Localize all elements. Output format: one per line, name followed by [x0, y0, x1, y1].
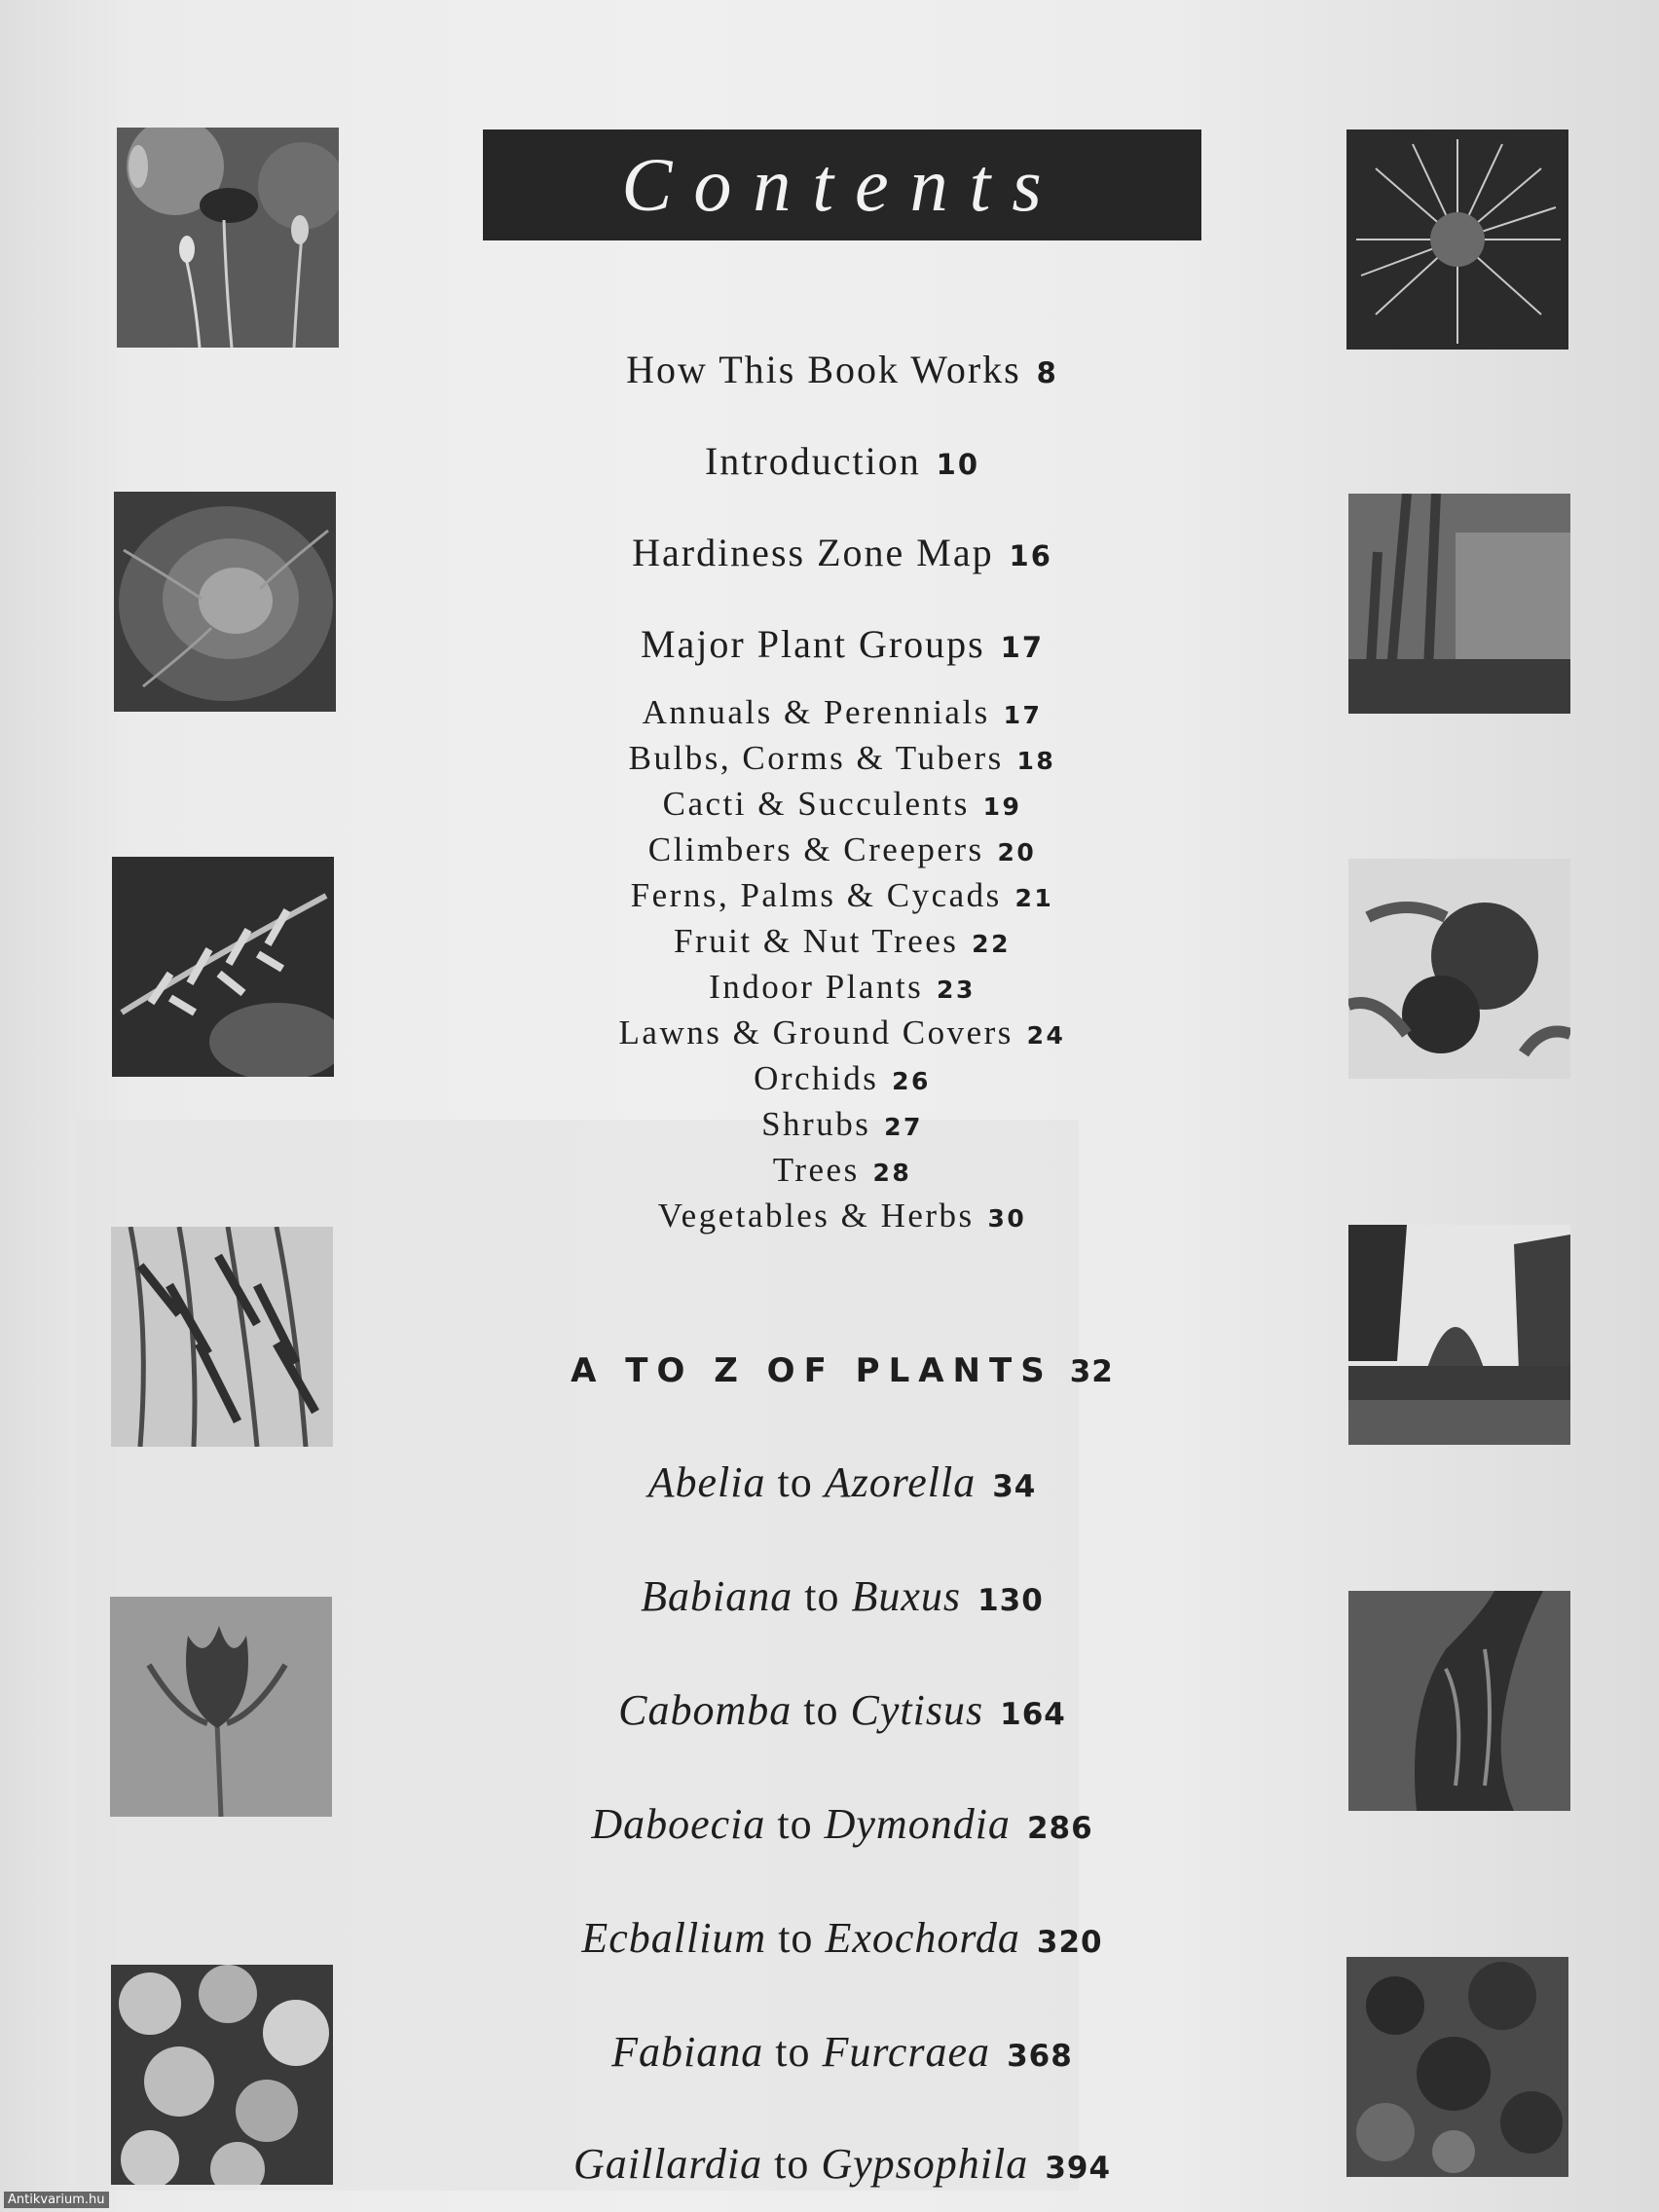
toc-subentry-title: Fruit & Nut Trees	[674, 922, 959, 960]
range-connector: to	[777, 1800, 813, 1848]
toc-subentry-page: 22	[972, 930, 1011, 958]
toc-subentry-page: 19	[982, 793, 1022, 821]
range-connector: to	[775, 2028, 811, 2076]
toc-subentry-page: 17	[1003, 701, 1043, 729]
toc-subentry-title: Orchids	[754, 1059, 879, 1097]
a-to-z-range	[483, 1457, 1201, 1507]
toc-subentry-title: Vegetables & Herbs	[657, 1197, 975, 1235]
photo-poppies	[117, 128, 339, 348]
range-connector: to	[804, 1572, 840, 1620]
toc-entry-title: How This Book Works	[626, 348, 1021, 391]
toc-subentry	[483, 876, 1201, 915]
toc-subentry-title: Climbers & Creepers	[647, 830, 984, 868]
toc-entry-page: 8	[1036, 356, 1058, 389]
a-to-z-range	[483, 2139, 1201, 2189]
photo-nasturtiums	[1346, 1957, 1568, 2177]
range-from: Cabomba	[618, 1686, 793, 1734]
toc-entry-page: 16	[1009, 539, 1052, 572]
range-to: Exochorda	[825, 1914, 1020, 1962]
toc-subentry	[483, 1105, 1201, 1144]
photo-conifer-branch	[112, 857, 334, 1077]
photo-tulip	[110, 1597, 332, 1817]
page-title: Contents	[621, 142, 1063, 227]
toc-subentry-page: 23	[937, 976, 976, 1004]
toc-subentry	[483, 739, 1201, 778]
watermark: Antikvarium.hu	[4, 2192, 109, 2208]
range-connector: to	[803, 1686, 839, 1734]
toc-subentry-page: 18	[1016, 747, 1056, 775]
toc-subentry-title: Indoor Plants	[709, 968, 924, 1006]
toc-entry-page: 10	[936, 448, 980, 481]
range-connector: to	[774, 2140, 810, 2188]
photo-willow-leaves	[111, 1227, 333, 1447]
toc-subentry-title: Cacti & Succulents	[662, 785, 970, 823]
toc-subentry-title: Bulbs, Corms & Tubers	[628, 739, 1004, 777]
toc-subentry	[483, 922, 1201, 961]
range-from: Abelia	[647, 1458, 766, 1506]
toc-subentry	[483, 1197, 1201, 1235]
toc-subentry-page: 27	[884, 1113, 923, 1141]
range-from: Fabiana	[611, 2028, 764, 2076]
range-from: Daboecia	[591, 1800, 766, 1848]
toc-subentry-page: 28	[872, 1159, 912, 1187]
range-page: 34	[992, 1469, 1037, 1504]
toc-subentry	[483, 693, 1201, 732]
toc-entry-title: Hardiness Zone Map	[632, 531, 994, 574]
a-to-z-range	[483, 1685, 1201, 1735]
range-page: 164	[1000, 1697, 1066, 1732]
a-to-z-range	[483, 1913, 1201, 1963]
a-to-z-range	[483, 2027, 1201, 2077]
range-connector: to	[778, 1914, 814, 1962]
a-to-z-heading	[483, 1351, 1201, 1390]
toc-subentry-title: Trees	[772, 1151, 860, 1189]
contents-header	[483, 129, 1201, 240]
range-page: 286	[1026, 1811, 1093, 1846]
toc-subentry-title: Shrubs	[761, 1105, 871, 1143]
a-to-z-title: A TO Z OF PLANTS	[571, 1351, 1053, 1390]
a-to-z-range	[483, 1799, 1201, 1849]
range-from: Ecballium	[581, 1914, 767, 1962]
range-to: Dymondia	[824, 1800, 1011, 1848]
range-from: Babiana	[641, 1572, 793, 1620]
a-to-z-range	[483, 1571, 1201, 1621]
range-connector: to	[777, 1458, 813, 1506]
range-to: Gypsophila	[821, 2140, 1029, 2188]
toc-entry-title: Major Plant Groups	[640, 622, 985, 666]
photo-apples	[1348, 859, 1570, 1079]
range-page: 394	[1045, 2151, 1112, 2186]
range-to: Buxus	[851, 1572, 962, 1620]
toc-subentry	[483, 1151, 1201, 1190]
photo-topiary-garden	[1348, 1225, 1570, 1445]
toc-subentry-title: Lawns & Ground Covers	[618, 1014, 1014, 1051]
toc-subentry	[483, 1014, 1201, 1052]
a-to-z-page: 32	[1069, 1354, 1114, 1389]
toc-subentry-title: Annuals & Perennials	[642, 693, 990, 731]
range-to: Azorella	[824, 1458, 977, 1506]
toc-subentry-page: 30	[987, 1204, 1027, 1233]
photo-trunks-and-hedge	[1348, 494, 1570, 714]
range-page: 130	[977, 1583, 1044, 1618]
range-to: Cytisus	[850, 1686, 984, 1734]
toc-subentry	[483, 968, 1201, 1007]
range-page: 368	[1007, 2039, 1073, 2074]
toc-subentry-page: 24	[1026, 1021, 1066, 1050]
toc-entry-title: Introduction	[704, 439, 921, 483]
toc-entry-how-this-book-works	[483, 347, 1201, 392]
photo-protea-flower	[1346, 129, 1568, 350]
toc-subentry	[483, 1059, 1201, 1098]
photo-cabbage	[114, 492, 336, 712]
toc-subentry-page: 21	[1014, 884, 1054, 912]
toc-subentry-page: 26	[892, 1067, 931, 1095]
toc-subentry	[483, 785, 1201, 824]
toc-entry-hardiness-zone-map	[483, 530, 1201, 575]
toc-subentry-title: Ferns, Palms & Cycads	[630, 876, 1002, 914]
toc-entry-introduction	[483, 438, 1201, 484]
toc-entry-page: 17	[1000, 631, 1045, 664]
photo-gnarled-trunk	[1348, 1591, 1570, 1811]
range-to: Furcraea	[822, 2028, 991, 2076]
range-from: Gaillardia	[572, 2140, 763, 2188]
toc-entry-major-plant-groups	[483, 621, 1201, 667]
range-page: 320	[1036, 1925, 1103, 1960]
photo-maple-leaves	[111, 1965, 333, 2185]
toc-subentry	[483, 830, 1201, 869]
toc-subentry-page: 20	[997, 838, 1037, 866]
